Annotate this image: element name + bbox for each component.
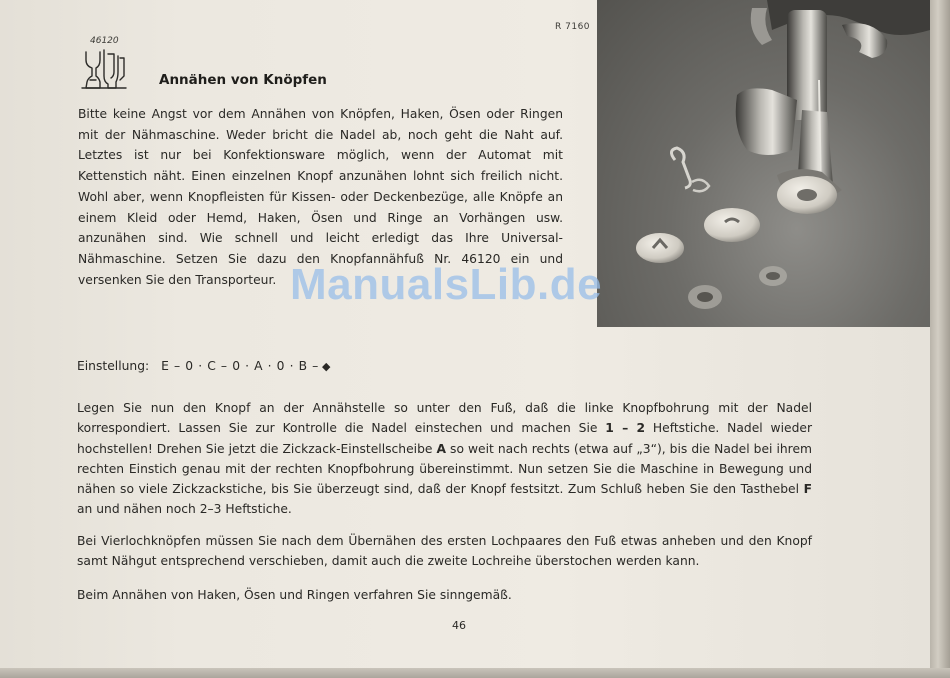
section-title: Annähen von Knöpfen bbox=[159, 72, 327, 88]
hooks-paragraph: Beim Annähen von Haken, Ösen und Ringen verfahren Sie sinngemäß. bbox=[77, 588, 512, 602]
sewing-machine-photo bbox=[597, 0, 930, 327]
figure-id: 46120 bbox=[90, 36, 119, 46]
page-number: 46 bbox=[452, 619, 466, 632]
para1-part-c: Heftstiche. Nadel wieder hochstellen! Drehen Sie jetzt die Zickzack-Einstellscheibe bbox=[77, 421, 813, 456]
para1-part-a: Legen Sie nun den Knopf an der Annähstelle so unter den Fuß, daß die linke Knopfbohrung mit der Nadel korrespondiert. Lassen Sie zur Kontrolle die Nadel einstechen und machen Sie bbox=[77, 401, 812, 436]
watermark: ManualsLib.de bbox=[290, 260, 603, 309]
para1-stitch-range: 1 – 2 bbox=[605, 421, 646, 436]
page-edge bbox=[930, 0, 950, 678]
arrow-left-icon: ◆ bbox=[321, 360, 331, 373]
intro-paragraph: Bitte keine Angst vor dem Annähen von Knöpfen, Haken, Ösen oder Ringen mit der Nähmaschine. Weder bricht die Nadel ab, noch geht die Naht auf. Letztes ist nur bei Konfektionsware möglich, wenn der Automat mit Kettenstich näht. Einen einzelnen Knopf anzunähen lohnt sich freilich nicht. Wohl aber, wenn Knopfleisten für Kissen- oder Deckenbezüge, alle Knöpfe an einem Kleid oder Hemd, Haken, Ösen und Ringe an Vorhängen usw. anzunähen sind. Wie schnell und leicht erledigt das Ihre Universal-Nähmaschine. Setzen Sie dazu den Knopfannähfuß Nr. 46120 ein und versenken Sie den Transporteur. bbox=[78, 107, 563, 287]
bottom-edge bbox=[0, 668, 950, 678]
four-hole-paragraph: Bei Vierlochknöpfen müssen Sie nach dem Übernähen des ersten Lochpaares den Fuß etwas anheben und den Knopf samt Nähgut entsprechend verschieben, damit auch die zweite Lochreihe überstochen werden kann. bbox=[77, 534, 812, 569]
settings-label: Einstellung: bbox=[77, 359, 150, 373]
settings-codes: E – 0 · C – 0 · A · 0 · B – bbox=[161, 359, 319, 373]
photo-reference: R 7160 bbox=[555, 22, 591, 32]
para1-part-e: so weit nach rechts (etwa auf „3“), bis die Nadel bei ihrem rechten Einstich genau mit der rechten Knopfbohrung übereinstimmt. Nun setzen Sie die Maschine in Bewegung und nähen so viele Zickzackstiche, bis Sie überzeugt sind, daß der Knopf festsitzt. Zum Schluß heben Sie den Tasthebel bbox=[77, 441, 813, 497]
para1-part-g: an und nähen noch 2–3 Heftstiche. bbox=[77, 502, 292, 517]
para1-dial-letter: A bbox=[436, 441, 447, 456]
button-foot-icon bbox=[78, 46, 130, 92]
para1-lever-letter: F bbox=[803, 482, 812, 497]
settings-line bbox=[77, 359, 330, 373]
instruction-paragraph bbox=[77, 398, 812, 520]
